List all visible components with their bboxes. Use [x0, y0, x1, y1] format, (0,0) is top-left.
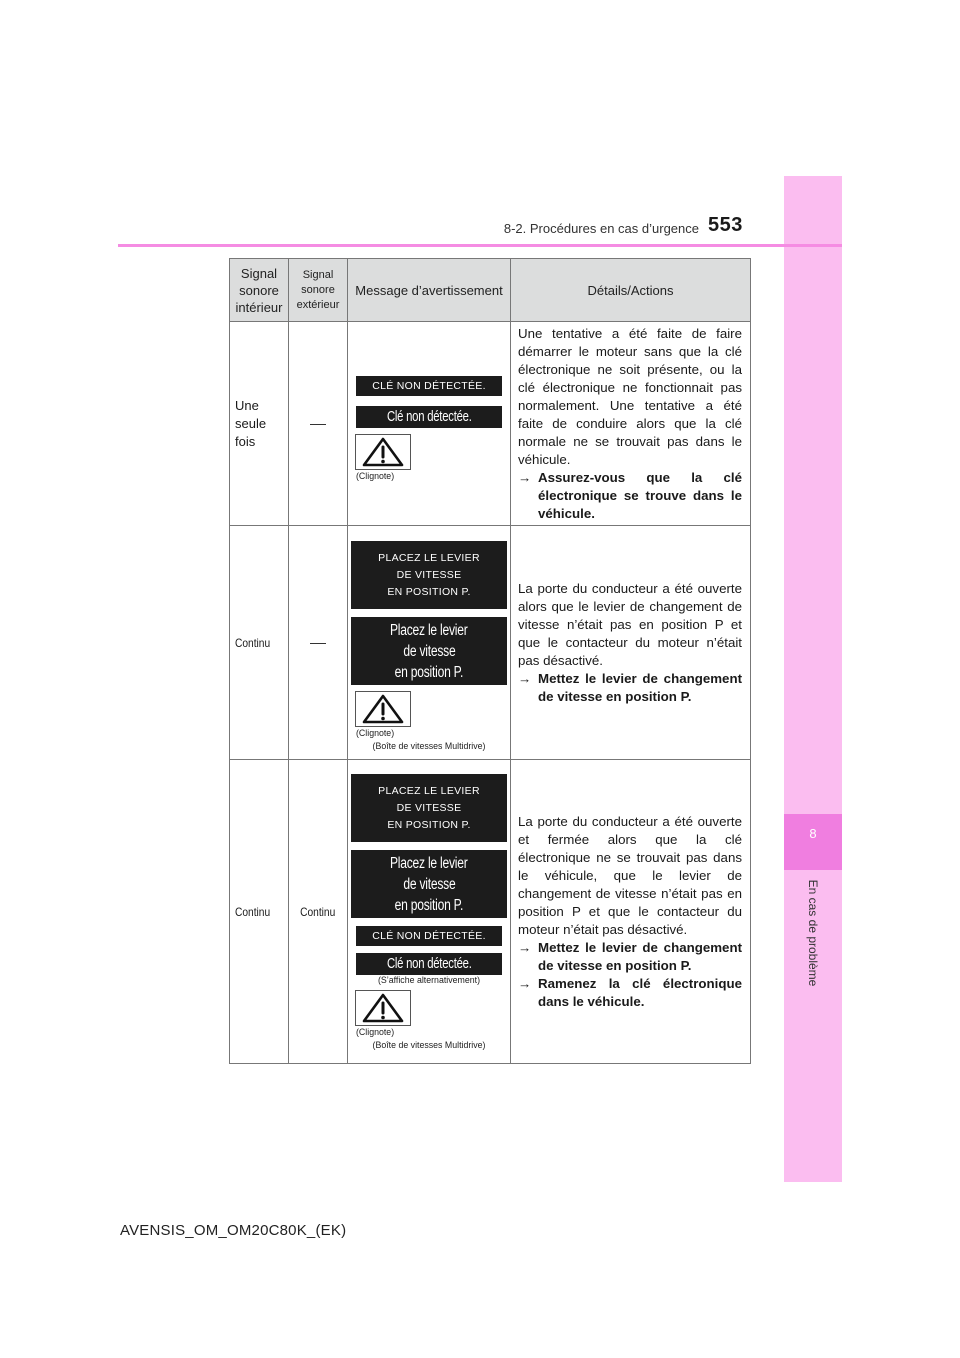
message-cell	[348, 322, 511, 526]
message-cell	[348, 760, 511, 1064]
action-text: Assurez-vous que la clé électronique se trouve dans le véhicule.	[538, 469, 742, 521]
gearbox-note: (Boîte de vitesses Multidrive)	[372, 1040, 486, 1050]
details-cell	[511, 322, 751, 526]
chapter-label: En cas de problème	[806, 879, 820, 987]
message-panel-key-caps: CLÉ NON DÉTECTÉE.	[356, 926, 502, 946]
action-item	[518, 469, 742, 523]
interior-buzzer-value: Une seule fois	[235, 397, 267, 449]
details-cell	[511, 526, 751, 760]
flash-note: (Clignote)	[356, 471, 395, 481]
interior-buzzer-cell	[230, 322, 289, 526]
chapter-number-tab	[784, 814, 842, 870]
warning-indicator	[355, 434, 411, 470]
details-cell	[511, 760, 751, 1064]
arrow-icon: →	[518, 670, 532, 686]
interior-buzzer-cell	[230, 526, 289, 760]
flash-note: (Clignote)	[356, 728, 395, 738]
message-panel-key-hand: Clé non détectée.	[356, 953, 502, 975]
action-item	[518, 939, 742, 975]
action-text: Mettez le levier de changement de vitesse en position P.	[538, 939, 742, 973]
action-text: Ramenez la clé électronique dans le véhicule.	[538, 975, 742, 1009]
exterior-buzzer-cell	[289, 526, 348, 760]
message-panel-lever-hand: Placez le levier de vitesse en position P.	[351, 850, 507, 918]
document-code: AVENSIS_OM_OM20C80K_(EK)	[120, 1222, 347, 1239]
message-panel-key-hand: Clé non détectée.	[356, 406, 502, 428]
action-item	[518, 975, 742, 1011]
warning-indicator	[355, 990, 411, 1026]
arrow-icon: →	[518, 469, 532, 485]
arrow-icon: →	[518, 975, 532, 991]
header-rule	[118, 244, 842, 247]
message-panel-lever-caps: PLACEZ LE LEVIER DE VITESSE EN POSITION P.	[351, 541, 507, 609]
warning-indicator	[355, 691, 411, 727]
message-panel-key-caps: CLÉ NON DÉTECTÉE.	[356, 376, 502, 396]
header-exterior-buzzer: Signal sonore extérieur	[289, 259, 348, 322]
chapter-side-tab	[784, 176, 842, 1182]
interior-buzzer-value: Continu	[235, 635, 271, 650]
none-dash	[310, 424, 326, 425]
warning-table	[229, 258, 751, 1064]
message-panel-lever-caps: PLACEZ LE LEVIER DE VITESSE EN POSITION P.	[351, 774, 507, 842]
table-row	[230, 322, 751, 526]
details-text: Une tentative a été faite de faire démarrer le moteur sans que la clé électronique ne soit présente, ou la clé électronique ne fonctionnait pas normalement. Une tentative a été faite de conduire alors que la clé normale ne se trouvait pas dans le véhicule.	[518, 325, 742, 467]
table-row	[230, 760, 751, 1064]
exterior-buzzer-cell	[289, 322, 348, 526]
arrow-icon: →	[518, 939, 532, 955]
warning-triangle-icon	[362, 437, 404, 467]
interior-buzzer-value: Continu	[235, 904, 271, 919]
message-panel-lever-hand: Placez le levier de vitesse en position P.	[351, 617, 507, 685]
interior-buzzer-cell	[230, 760, 289, 1064]
header-details: Détails/Actions	[511, 259, 751, 322]
exterior-buzzer-cell	[289, 760, 348, 1064]
header-interior-buzzer: Signal sonore intérieur	[230, 259, 289, 322]
warning-triangle-icon	[362, 993, 404, 1023]
details-text: La porte du conducteur a été ouverte alors que le levier de changement de vitesse n’était pas en position P et que le contacteur du moteur n’était pas désactivé.	[518, 580, 742, 668]
exterior-buzzer-value: Continu	[300, 905, 336, 919]
page-number: 553	[708, 214, 743, 236]
table-row	[230, 526, 751, 760]
alternate-note: (S’affiche alternativement)	[377, 975, 481, 985]
action-text: Mettez le levier de changement de vitesse en position P.	[538, 670, 742, 704]
chapter-number: 8	[809, 826, 817, 841]
details-text: La porte du conducteur a été ouverte et fermée alors que la clé électronique ne se trouvait pas dans le véhicule, que le levier de changement de vitesse n’était pas en position P et que le contacteur du moteur n’était pas désactivé.	[518, 813, 742, 937]
action-item	[518, 670, 742, 706]
flash-note: (Clignote)	[356, 1027, 395, 1037]
warning-triangle-icon	[362, 694, 404, 724]
header-warning-message: Message d’avertissement	[348, 259, 511, 322]
section-title: 8-2. Procédures en cas d’urgence	[503, 221, 699, 236]
none-dash	[310, 643, 326, 644]
gearbox-note: (Boîte de vitesses Multidrive)	[372, 741, 486, 751]
message-cell	[348, 526, 511, 760]
